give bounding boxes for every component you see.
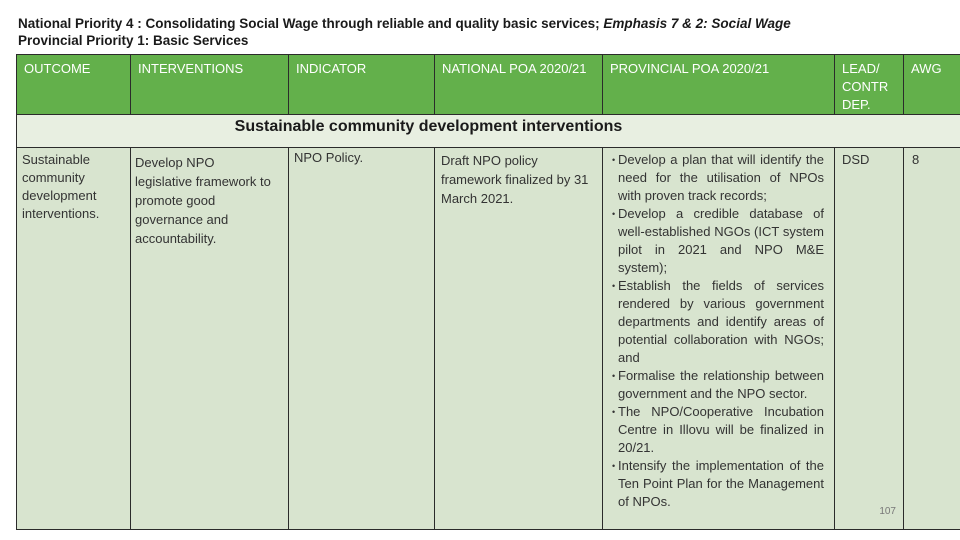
cell-awg: 8 <box>904 148 960 530</box>
list-item: • Establish the fields of services rendered by various government departments and identify areas of potential collaboration with NGOs; and <box>612 278 824 365</box>
section-title: Sustainable community development interventions <box>234 118 623 135</box>
header-awg: AWG <box>904 55 960 115</box>
page-number: 107 <box>879 506 896 517</box>
section-row <box>17 115 960 148</box>
table-row <box>17 148 960 530</box>
cell-provincial-poa <box>603 148 835 530</box>
cell-national-poa: Draft NPO policy framework finalized by 31 March 2021. <box>435 148 603 530</box>
heading-emphasis: Emphasis 7 & 2: Social Wage <box>603 16 791 31</box>
lead-value: DSD <box>842 152 870 167</box>
header-lead: LEAD/ CONTR DEP. <box>835 55 904 115</box>
provincial-poa-list <box>612 151 824 511</box>
intervention-first-line: Develop NPO <box>135 155 215 170</box>
list-item: • Intensify the implementation of the Ten Point Plan for the Management of NPOs. <box>612 458 824 509</box>
section-cell <box>17 115 960 148</box>
list-item: • The NPO/Cooperative Incubation Centre in Illovu will be finalized in 20/21. <box>612 404 824 455</box>
heading-national-priority: National Priority 4 : Consolidating Social Wage through reliable and quality basic services; <box>18 16 604 31</box>
heading-line-1 <box>18 15 791 32</box>
list-item: • Develop a credible database of well-established NGOs (ICT system pilot in 2021 and NPO M&E system); <box>612 206 824 275</box>
page-heading <box>18 15 791 49</box>
header-row <box>17 55 960 115</box>
cell-outcome: Sustainable community development interventions. <box>17 148 131 530</box>
header-provincial-poa: PROVINCIAL POA 2020/21 <box>603 55 835 115</box>
header-indicator: INDICATOR <box>289 55 435 115</box>
list-item: • Formalise the relationship between government and the NPO sector. <box>612 368 824 401</box>
cell-intervention <box>131 148 289 530</box>
intervention-rest: legislative framework to promote good governance and accountability. <box>135 174 271 246</box>
cell-lead <box>835 148 904 530</box>
heading-line-2: Provincial Priority 1: Basic Services <box>18 33 249 48</box>
header-outcome: OUTCOME <box>17 55 131 115</box>
poa-table <box>16 54 960 530</box>
cell-indicator: NPO Policy. <box>289 148 435 530</box>
header-interventions: INTERVENTIONS <box>131 55 289 115</box>
list-item: • Develop a plan that will identify the need for the utilisation of NPOs with proven track records; <box>612 152 824 203</box>
header-national-poa: NATIONAL POA 2020/21 <box>435 55 603 115</box>
